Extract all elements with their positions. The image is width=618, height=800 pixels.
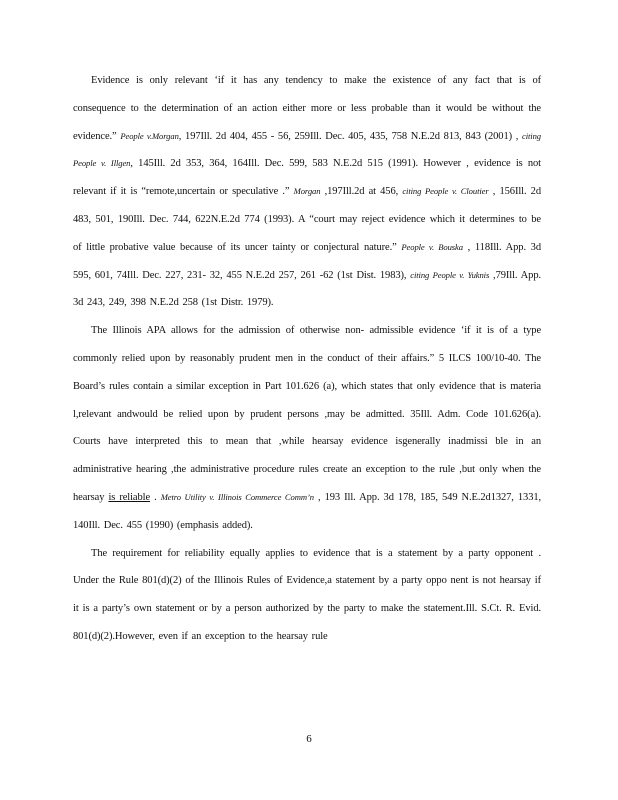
body-text (73, 67, 541, 651)
text-segment: , 193 Ill. App. 3d 178, 185, 549 N.E.2d1327, 1331, 140Ill. Dec. 455 (1990) (emphasis added). (73, 491, 542, 531)
page-number: 6 (306, 733, 312, 745)
text-segment: , 118Ill. App. 3d 595, 601, 74Ill. Dec. 227, 231- 32, 455 N.E.2d 257, 261 -62 (1st Dist. 1983), (73, 241, 541, 281)
case-citation: Metro Utility v. Illinois Commerce Comm’n (160, 491, 314, 502)
paragraph-reliability (73, 540, 541, 651)
paragraph-relevance (73, 67, 541, 317)
case-citation: citing People v. Yuknis (410, 269, 490, 280)
text-segment: Evidence is only relevant ‘if it has any tendency to make the existence of any fact that is of consequence to the determination of an action either more or less probable than it would be without the evidence.” (73, 75, 541, 142)
case-citation: citing People v. Cloutier (402, 186, 489, 197)
underlined-text: is reliable (108, 491, 151, 503)
text-segment: , 145Ill. 2d 353, 364, 164Ill. Dec. 599, 583 N.E.2d 515 (1991). However , evidence is not relevant if it is “remote,uncertain or speculative .” (73, 158, 542, 198)
case-citation: People v. Bouska (401, 241, 463, 252)
text-segment: , 197Ill. 2d 404, 455 - 56, 259Ill. Dec. 405, 435, 758 N.E.2d 813, 843 (2001) , (178, 130, 523, 142)
case-citation: citing People v. Illgen (73, 130, 541, 169)
text-segment: ,79Ill. App. 3d 243, 249, 398 N.E.2d 258 (1st Distr. 1979). (73, 269, 541, 309)
text-segment: The Illinois APA allows for the admission of otherwise non- admissible evidence ‘if it is of a type commonly relied upon by reasonably prudent men in the conduct of their affairs.” 5 ILCS 100/10-40. The Board’s rules contain a similar exception in Part 101.626 (a), which states that only evidence that is materia l,relevant andwould be relied upon by prudent persons ,may be admitted. 35Ill. Adm. Code 101.626(a). Courts have interpreted this to mean that ,while hearsay evidence isgenerally inadmissi ble in an administrative hearing ,the administrative procedure rules create an exception to the rule ,but only when the hearsay (73, 325, 541, 503)
paragraph-illinois-apa (73, 317, 541, 539)
case-citation: Morgan (293, 186, 321, 197)
text-segment: , 156Ill. 2d 483, 501, 190Ill. Dec. 744, 622N.E.2d 774 (1993). A “court may reject evidence which it determines to be of little probative value because of its uncer tainty or conjectural nature.” (73, 186, 541, 253)
case-citation: People v.Morgan (120, 130, 179, 141)
text-segment: The requirement for reliability equally applies to evidence that is a statement by a party opponent . Under the Rule 801(d)(2) of the Illinois Rules of Evidence,a statement by a party oppo nent is not hearsay if it is a party’s own statement or by a person authorized by the party to make the statement.Ill. S.Ct. R. Evid. 801(d)(2).However, even if an exception to the hearsay rule (73, 547, 541, 642)
text-segment: ,197Ill.2d at 456, (320, 186, 403, 198)
text-segment: . (150, 491, 161, 503)
